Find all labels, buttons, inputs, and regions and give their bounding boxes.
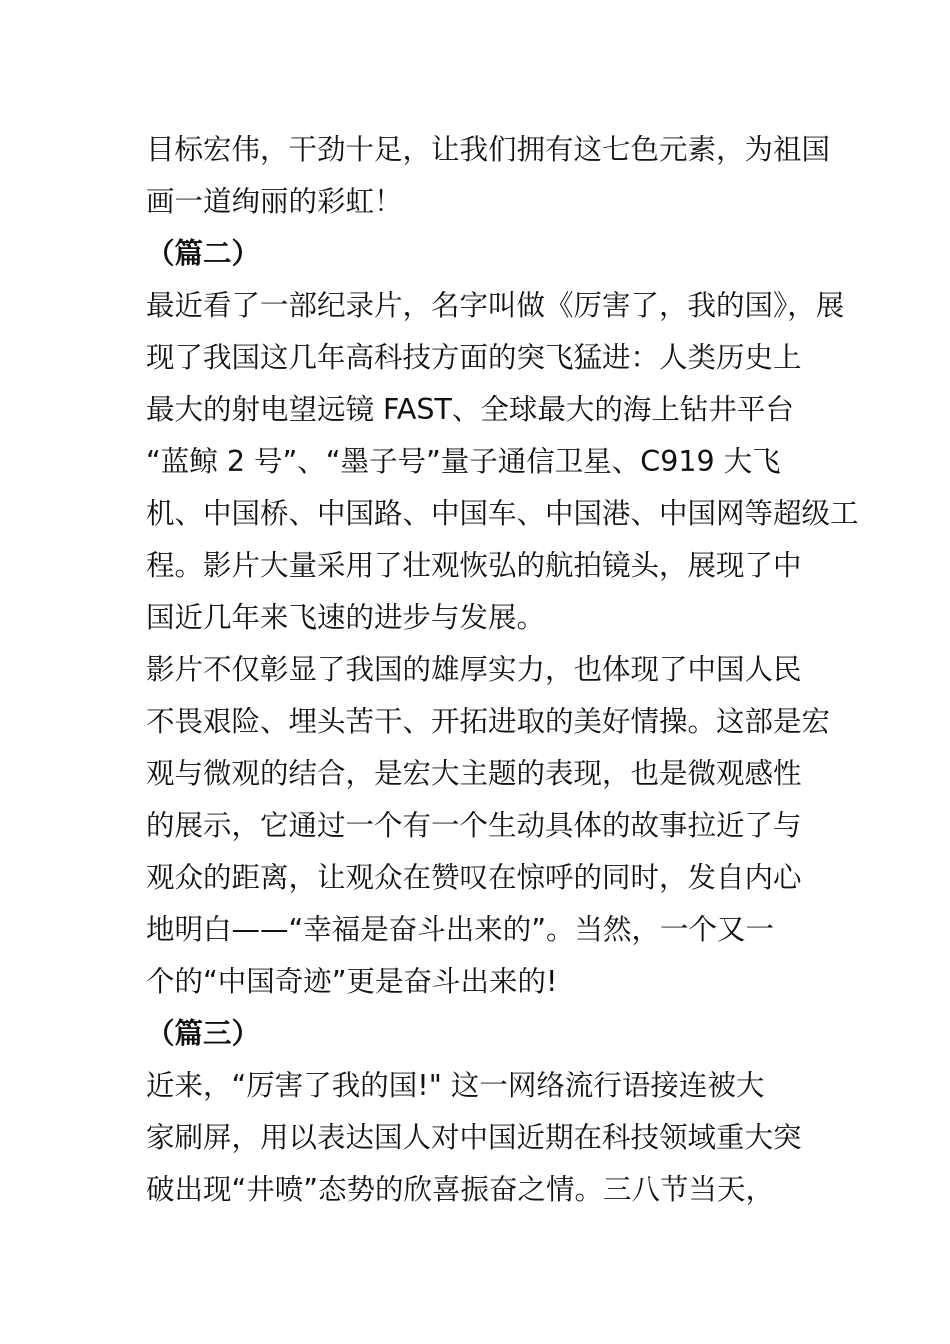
text-line: 近来，“厉害了我的国!" 这一网络流行语接连被大	[146, 1069, 765, 1102]
text-line: 破出现“井喷”态势的欣喜振奋之情。三八节当天，	[146, 1173, 775, 1206]
text-line: 个的“中国奇迹”更是奋斗出来的!	[146, 965, 558, 998]
text-line: 地明白——“幸福是奋斗出来的”。当然，一个又一	[146, 913, 775, 946]
text-line: 程。影片大量采用了壮观恢弘的航拍镜头，展现了中	[146, 549, 802, 582]
section-heading-part-three: （篇三）	[146, 1017, 261, 1050]
text-line: 的展示，它通过一个有一个生动具体的故事拉近了与	[146, 809, 802, 842]
text-line: 最近看了一部纪录片，名字叫做《厉害了，我的国》，展	[146, 289, 845, 322]
text-line: 不畏艰险、埋头苦干、开拓进取的美好情操。这部是宏	[146, 705, 831, 738]
text-line: 观众的距离，让观众在赞叹在惊呼的同时，发自内心	[146, 861, 802, 894]
document-body	[146, 124, 859, 1216]
text-line: 影片不仅彰显了我国的雄厚实力，也体现了中国人民	[146, 653, 802, 686]
text-line: 家刷屏，用以表达国人对中国近期在科技领域重大突	[146, 1121, 802, 1154]
text-line: 现了我国这几年高科技方面的突飞猛进：人类历史上	[146, 341, 802, 374]
text-line: 画一道绚丽的彩虹！	[146, 185, 403, 218]
text-line: “蓝鲸 2 号”、“墨子号”量子通信卫星、C919 大飞	[146, 445, 781, 478]
text-line: 目标宏伟，干劲十足，让我们拥有这七色元素，为祖国	[146, 133, 831, 166]
text-line: 观与微观的结合，是宏大主题的表现，也是微观感性	[146, 757, 802, 790]
text-line: 国近几年来飞速的进步与发展。	[146, 601, 546, 634]
text-line: 机、中国桥、中国路、中国车、中国港、中国网等超级工	[146, 497, 859, 530]
section-heading-part-two: （篇二）	[146, 237, 261, 270]
text-line: 最大的射电望远镜 FAST、全球最大的海上钻井平台	[146, 393, 794, 426]
